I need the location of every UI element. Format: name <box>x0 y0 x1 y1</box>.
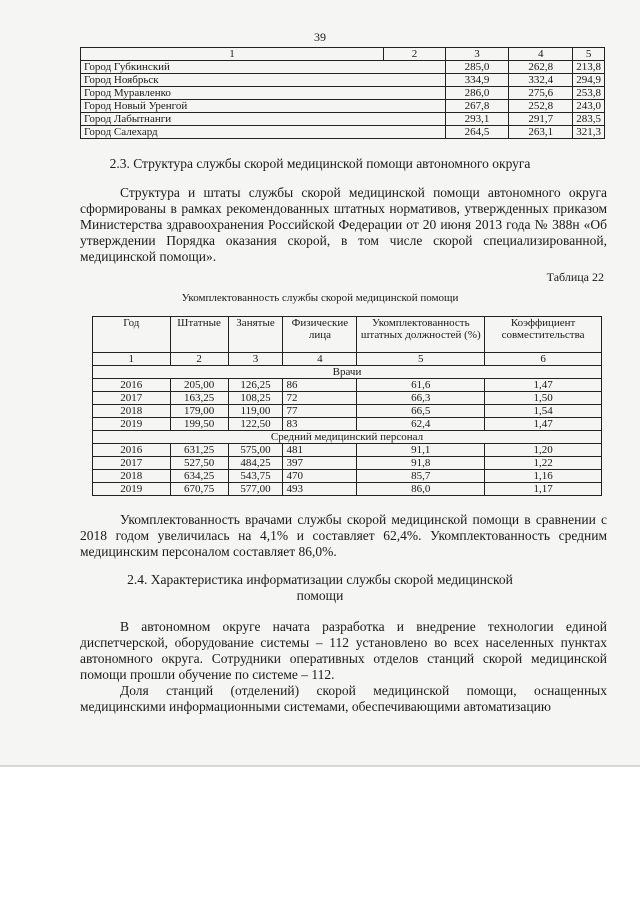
year-cell: 2017 <box>93 392 171 405</box>
value-cell: 484,25 <box>228 457 283 470</box>
value-cell: 252,8 <box>509 100 573 113</box>
section-2-4-paragraph2: Доля станций (отделений) скорой медицинской помощи, оснащенных медицинскими информационными системами, обеспечивающими автоматизацию <box>80 683 607 714</box>
value-cell: 493 <box>283 483 357 496</box>
column-number: 1 <box>93 353 171 366</box>
table-row <box>93 405 602 418</box>
value-cell: 267,8 <box>445 100 508 113</box>
value-cell: 543,75 <box>228 470 283 483</box>
column-header: Штатные <box>170 317 228 353</box>
table-staffing <box>92 316 602 496</box>
section-title: Врачи <box>93 366 602 379</box>
column-number: 2 <box>170 353 228 366</box>
year-cell: 2019 <box>93 418 171 431</box>
year-cell: 2018 <box>93 405 171 418</box>
section-row <box>93 431 602 444</box>
column-number: 4 <box>509 48 573 61</box>
value-cell: 77 <box>283 405 357 418</box>
table-header-row <box>81 48 605 61</box>
year-cell: 2018 <box>93 470 171 483</box>
section-2-3-heading: 2.3. Структура службы скорой медицинской помощи автономного округа <box>109 156 531 171</box>
value-cell: 264,5 <box>445 126 508 139</box>
table-label: Таблица 22 <box>546 270 604 284</box>
value-cell: 321,3 <box>573 126 605 139</box>
column-header: Год <box>93 317 171 353</box>
value-cell: 205,00 <box>170 379 228 392</box>
value-cell: 1,47 <box>485 379 602 392</box>
value-cell: 575,00 <box>228 444 283 457</box>
value-cell: 91,1 <box>357 444 485 457</box>
section-title: Средний медицинский персонал <box>93 431 602 444</box>
table-row <box>81 100 605 113</box>
table-row <box>93 418 602 431</box>
value-cell: 332,4 <box>509 74 573 87</box>
column-number: 4 <box>283 353 357 366</box>
section-2-4-paragraph1: В автономном округе начата разработка и внедрение технологии единой диспетчерской, оборудование системы – 112 установлено во всех населенных пунктах автономного округа. Сотрудники оперативных отделов станций скорой медицинской помощи прошли обучение по системе – 112. <box>80 619 607 682</box>
table-row <box>93 483 602 496</box>
city-name-cell: Город Губкинский <box>81 61 446 74</box>
value-cell: 243,0 <box>573 100 605 113</box>
column-number: 6 <box>485 353 602 366</box>
city-name-cell: Город Муравленко <box>81 87 446 100</box>
column-header: Физические лица <box>283 317 357 353</box>
value-cell: 527,50 <box>170 457 228 470</box>
column-header: Коэффициент совместительства <box>485 317 602 353</box>
value-cell: 163,25 <box>170 392 228 405</box>
year-cell: 2017 <box>93 457 171 470</box>
value-cell: 577,00 <box>228 483 283 496</box>
page-number: 39 <box>314 30 326 44</box>
value-cell: 291,7 <box>509 113 573 126</box>
column-number: 5 <box>357 353 485 366</box>
year-cell: 2019 <box>93 483 171 496</box>
value-cell: 86,0 <box>357 483 485 496</box>
table-row <box>93 470 602 483</box>
section-2-4-heading-line1: 2.4. Характеристика информатизации службы скорой медицинской <box>127 572 513 587</box>
value-cell: 108,25 <box>228 392 283 405</box>
summary-paragraph: Укомплектованность врачами службы скорой медицинской помощи в сравнении с 2018 годом увеличилась на 4,1% и составляет 62,4%. Укомплектованность средним медицинским персоналом составляет 86,0%. <box>80 512 607 559</box>
table-row <box>81 74 605 87</box>
value-cell: 91,8 <box>357 457 485 470</box>
city-name-cell: Город Салехард <box>81 126 446 139</box>
year-cell: 2016 <box>93 444 171 457</box>
value-cell: 293,1 <box>445 113 508 126</box>
value-cell: 670,75 <box>170 483 228 496</box>
value-cell: 86 <box>283 379 357 392</box>
value-cell: 470 <box>283 470 357 483</box>
table-city-values <box>80 47 605 139</box>
year-cell: 2016 <box>93 379 171 392</box>
table-row <box>81 61 605 74</box>
section-2-3-paragraph: Структура и штаты службы скорой медицинской помощи автономного округа сформированы в рамках рекомендованных штатных нормативов, утвержденных приказом Министерства здравоохранения Российской Федерации от 20 июня 2013 года № 388н «Об утверждении Порядка оказания скорой, в том числе скорой специализированной, медицинской помощи». <box>80 185 607 264</box>
value-cell: 1,17 <box>485 483 602 496</box>
value-cell: 634,25 <box>170 470 228 483</box>
value-cell: 1,54 <box>485 405 602 418</box>
value-cell: 286,0 <box>445 87 508 100</box>
value-cell: 199,50 <box>170 418 228 431</box>
value-cell: 119,00 <box>228 405 283 418</box>
value-cell: 213,8 <box>573 61 605 74</box>
value-cell: 253,8 <box>573 87 605 100</box>
value-cell: 85,7 <box>357 470 485 483</box>
value-cell: 1,22 <box>485 457 602 470</box>
table-caption: Укомплектованность службы скорой медицинской помощи <box>181 292 459 304</box>
value-cell: 263,1 <box>509 126 573 139</box>
table-row <box>81 87 605 100</box>
value-cell: 126,25 <box>228 379 283 392</box>
column-number: 3 <box>445 48 508 61</box>
value-cell: 66,5 <box>357 405 485 418</box>
value-cell: 66,3 <box>357 392 485 405</box>
city-name-cell: Город Лабытнанги <box>81 113 446 126</box>
value-cell: 262,8 <box>509 61 573 74</box>
table-row <box>93 457 602 470</box>
section-row <box>93 366 602 379</box>
table-row <box>93 392 602 405</box>
column-number: 5 <box>573 48 605 61</box>
value-cell: 631,25 <box>170 444 228 457</box>
value-cell: 179,00 <box>170 405 228 418</box>
column-header: Занятые <box>228 317 283 353</box>
value-cell: 334,9 <box>445 74 508 87</box>
value-cell: 83 <box>283 418 357 431</box>
value-cell: 283,5 <box>573 113 605 126</box>
city-name-cell: Город Ноябрьск <box>81 74 446 87</box>
table-row <box>81 113 605 126</box>
value-cell: 62,4 <box>357 418 485 431</box>
value-cell: 285,0 <box>445 61 508 74</box>
value-cell: 275,6 <box>509 87 573 100</box>
value-cell: 1,20 <box>485 444 602 457</box>
value-cell: 481 <box>283 444 357 457</box>
column-number: 2 <box>383 48 445 61</box>
value-cell: 294,9 <box>573 74 605 87</box>
value-cell: 1,47 <box>485 418 602 431</box>
value-cell: 1,50 <box>485 392 602 405</box>
table-row <box>93 379 602 392</box>
value-cell: 1,16 <box>485 470 602 483</box>
scan-edge <box>0 765 640 767</box>
value-cell: 397 <box>283 457 357 470</box>
section-2-4-heading-line2: помощи <box>296 588 344 603</box>
value-cell: 122,50 <box>228 418 283 431</box>
value-cell: 72 <box>283 392 357 405</box>
value-cell: 61,6 <box>357 379 485 392</box>
table-row <box>81 126 605 139</box>
city-name-cell: Город Новый Уренгой <box>81 100 446 113</box>
table-header-row <box>93 317 602 353</box>
column-number: 3 <box>228 353 283 366</box>
table-row <box>93 444 602 457</box>
column-header: Укомплектованность штатных должностей (%) <box>357 317 485 353</box>
column-number: 1 <box>81 48 384 61</box>
column-number-row <box>93 353 602 366</box>
